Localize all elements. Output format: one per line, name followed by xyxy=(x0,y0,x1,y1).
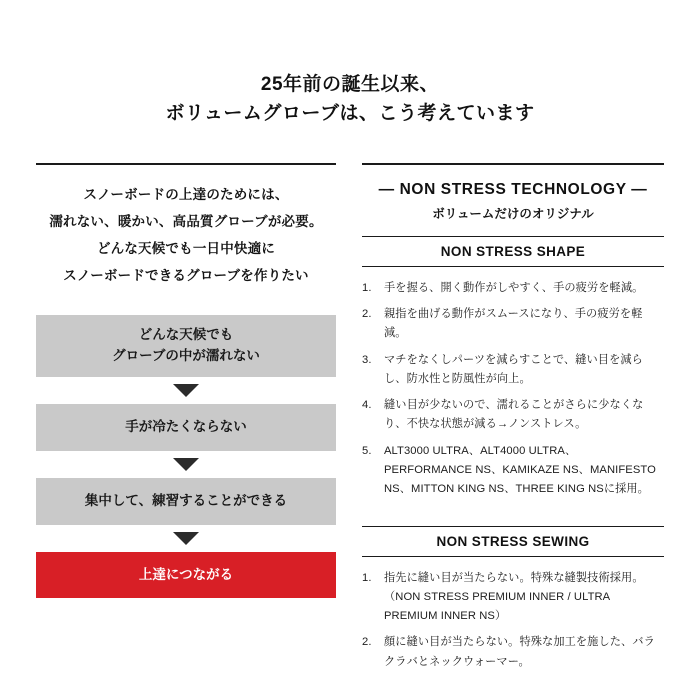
left-intro-line-2: 濡れない、暖かい、高品質グローブが必要。 xyxy=(49,213,323,229)
section-heading-sewing: NON STRESS SEWING xyxy=(362,526,664,557)
shape-item-list xyxy=(362,279,664,500)
flow-step-4 xyxy=(36,552,336,599)
flow-step-2 xyxy=(36,404,336,451)
left-intro-paragraph xyxy=(36,181,336,289)
flow-step-3-line-1: 集中して、練習することができる xyxy=(84,492,288,508)
right-column xyxy=(348,163,664,688)
flow-step-3 xyxy=(36,478,336,525)
list-item: 指先に縫い目が当たらない。特殊な縫製技術採用。（NON STRESS PREMIUM INNER / ULTRA PREMIUM INNER NS） xyxy=(384,571,644,623)
flow-arrow-3-icon xyxy=(173,532,199,545)
left-intro-line-1: スノーボードの上達のためには、 xyxy=(83,186,289,202)
list-item: 手を握る、開く動作がしやすく、手の疲労を軽減。 xyxy=(384,281,644,294)
page-title xyxy=(36,70,664,129)
left-column xyxy=(36,163,348,599)
sewing-item-list xyxy=(362,569,664,672)
flow-step-1 xyxy=(36,315,336,377)
section-heading-shape: NON STRESS SHAPE xyxy=(362,236,664,267)
list-item: 親指を曲げる動作がスムースになり、手の疲労を軽減。 xyxy=(384,308,643,340)
technology-title: — NON STRESS TECHNOLOGY — xyxy=(378,180,648,198)
left-intro-line-3: どんな天候でも一日中快適に xyxy=(96,240,276,256)
flow-arrow-1-icon xyxy=(173,384,199,397)
left-intro-line-4: スノーボードできるグローブを作りたい xyxy=(63,267,309,283)
section-spacer xyxy=(362,516,664,526)
right-divider xyxy=(362,163,664,165)
list-item: 縫い目が少ないので、濡れることがさらに少なくなり、不快な状態が減る→ノンストレス。 xyxy=(384,399,644,431)
list-item: マチをなくしパーツを減らすことで、縫い目を減らし、防水性と防風性が向上。 xyxy=(384,353,643,385)
page-title-line-2: ボリュームグローブは、こう考えています xyxy=(165,103,535,125)
flow-step-4-line-1: 上達につながる xyxy=(138,566,234,582)
content-columns xyxy=(36,163,664,688)
list-item: 顔に縫い目が当たらない。特殊な加工を施した、バラクラバとネックウォーマー。 xyxy=(384,636,655,668)
left-divider xyxy=(36,163,336,165)
flow-step-2-line-1: 手が冷たくならない xyxy=(125,418,247,434)
page-title-line-1: 25年前の誕生以来、 xyxy=(260,74,440,95)
flow-step-1-line-2: グローブの中が濡れない xyxy=(112,347,260,363)
flow-step-1-line-1: どんな天候でも xyxy=(138,326,234,342)
list-item: ALT3000 ULTRA、ALT4000 ULTRA、PERFORMANCE NS、KAMIKAZE NS、MANIFESTO NS、MITTON KING NS、THREE KING NSに採用。 xyxy=(384,444,656,496)
technology-subtitle: ボリュームだけのオリジナル xyxy=(432,206,594,221)
flow-arrow-2-icon xyxy=(173,458,199,471)
flow-diagram xyxy=(36,315,336,599)
